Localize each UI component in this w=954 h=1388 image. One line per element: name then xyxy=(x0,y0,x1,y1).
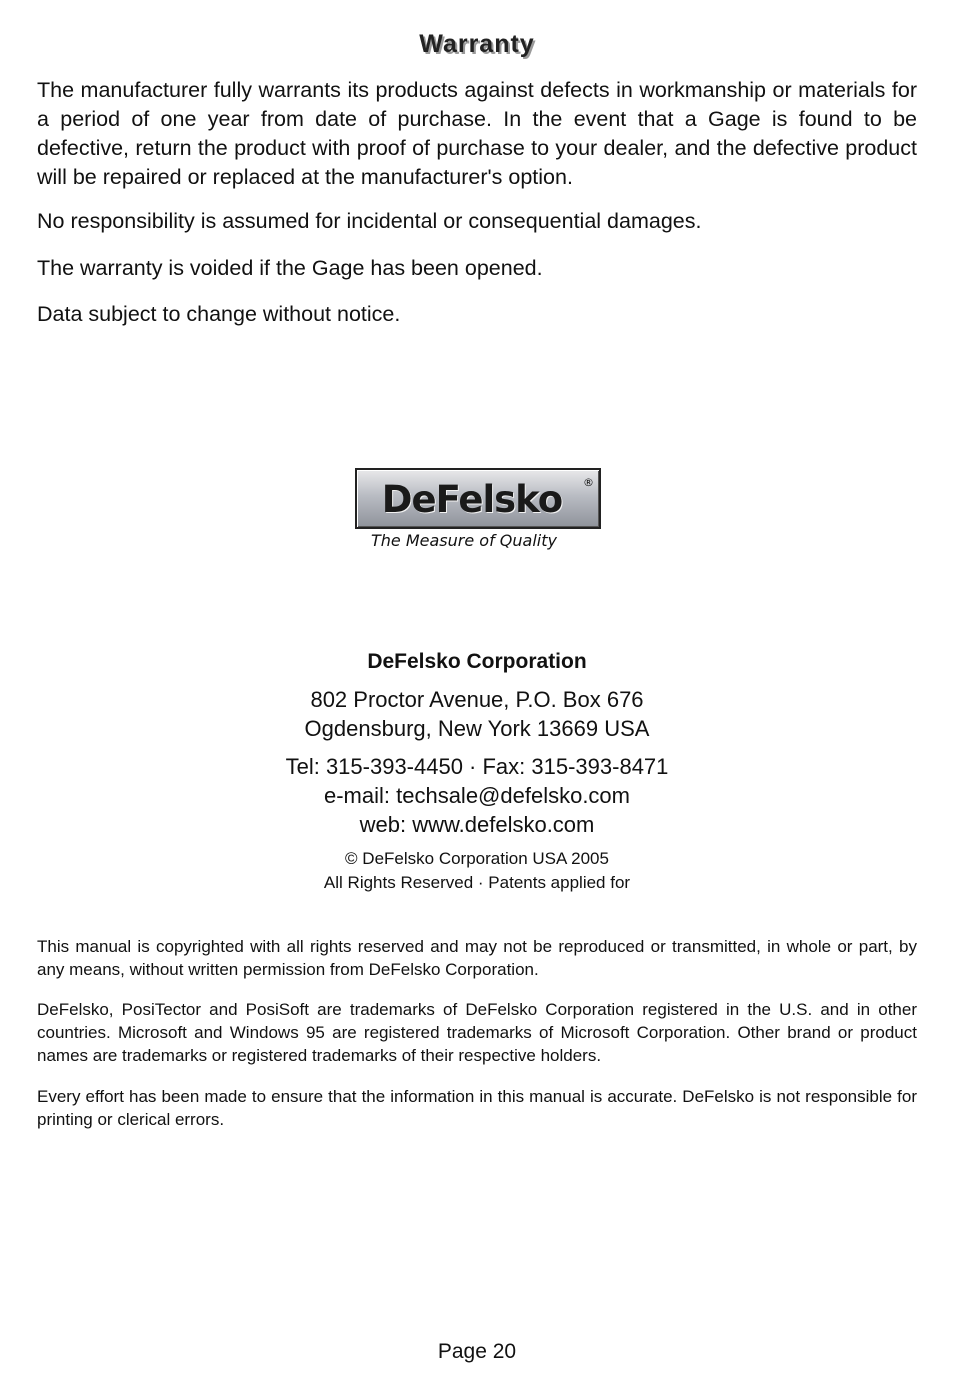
logo-wordmark: DeFelsko xyxy=(381,478,563,521)
registered-mark: ® xyxy=(583,476,594,489)
logo-tagline: The Measure of Quality xyxy=(371,531,557,550)
website: web: www.defelsko.com xyxy=(359,812,595,837)
page-title: Warranty xyxy=(419,30,535,58)
data-change-paragraph: Data subject to change without notice. xyxy=(37,302,401,326)
copyright-notice: This manual is copyrighted with all rights reserved and may not be reproduced or transmitted, in whole or part, by any means, without written permission from DeFelsko Corporation. xyxy=(37,937,917,979)
address-line-1: 802 Proctor Avenue, P.O. Box 676 xyxy=(310,687,644,712)
page-number: Page 20 xyxy=(437,1340,517,1363)
accuracy-notice: Every effort has been made to ensure that the information in this manual is accurate. DeFelsko is not responsible for printing or clerical errors. xyxy=(37,1087,917,1129)
damages-paragraph: No responsibility is assumed for incidental or consequential damages. xyxy=(37,209,702,233)
rights-line: All Rights Reserved · Patents applied for xyxy=(323,873,631,892)
copyright-line: © DeFelsko Corporation USA 2005 xyxy=(345,849,609,868)
warranty-paragraph: The manufacturer fully warrants its products against defects in workmanship or materials for a period of one year from date of purchase. In the event that a Gage is found to be defective, return the product with proof of purchase to your dealer, and the defective product will be repaired or replaced at the manufacturer's option. xyxy=(37,78,917,189)
company-name: DeFelsko Corporation xyxy=(367,650,587,673)
address-line-2: Ogdensburg, New York 13669 USA xyxy=(304,716,650,741)
email-address: e-mail: techsale@defelsko.com xyxy=(323,783,630,808)
trademark-notice: DeFelsko, PosiTector and PosiSoft are trademarks of DeFelsko Corporation registered in the U.S. and in other countries. Microsoft and Windows 95 are registered trademarks of Microsoft Corporation. Other brand or product names are trademarks or registered trademarks of their respective holders. xyxy=(37,1000,917,1065)
defelsko-logo xyxy=(355,468,601,529)
phone-fax: Tel: 315-393-4450 · Fax: 315-393-8471 xyxy=(285,754,669,779)
voided-paragraph: The warranty is voided if the Gage has been opened. xyxy=(37,256,543,280)
